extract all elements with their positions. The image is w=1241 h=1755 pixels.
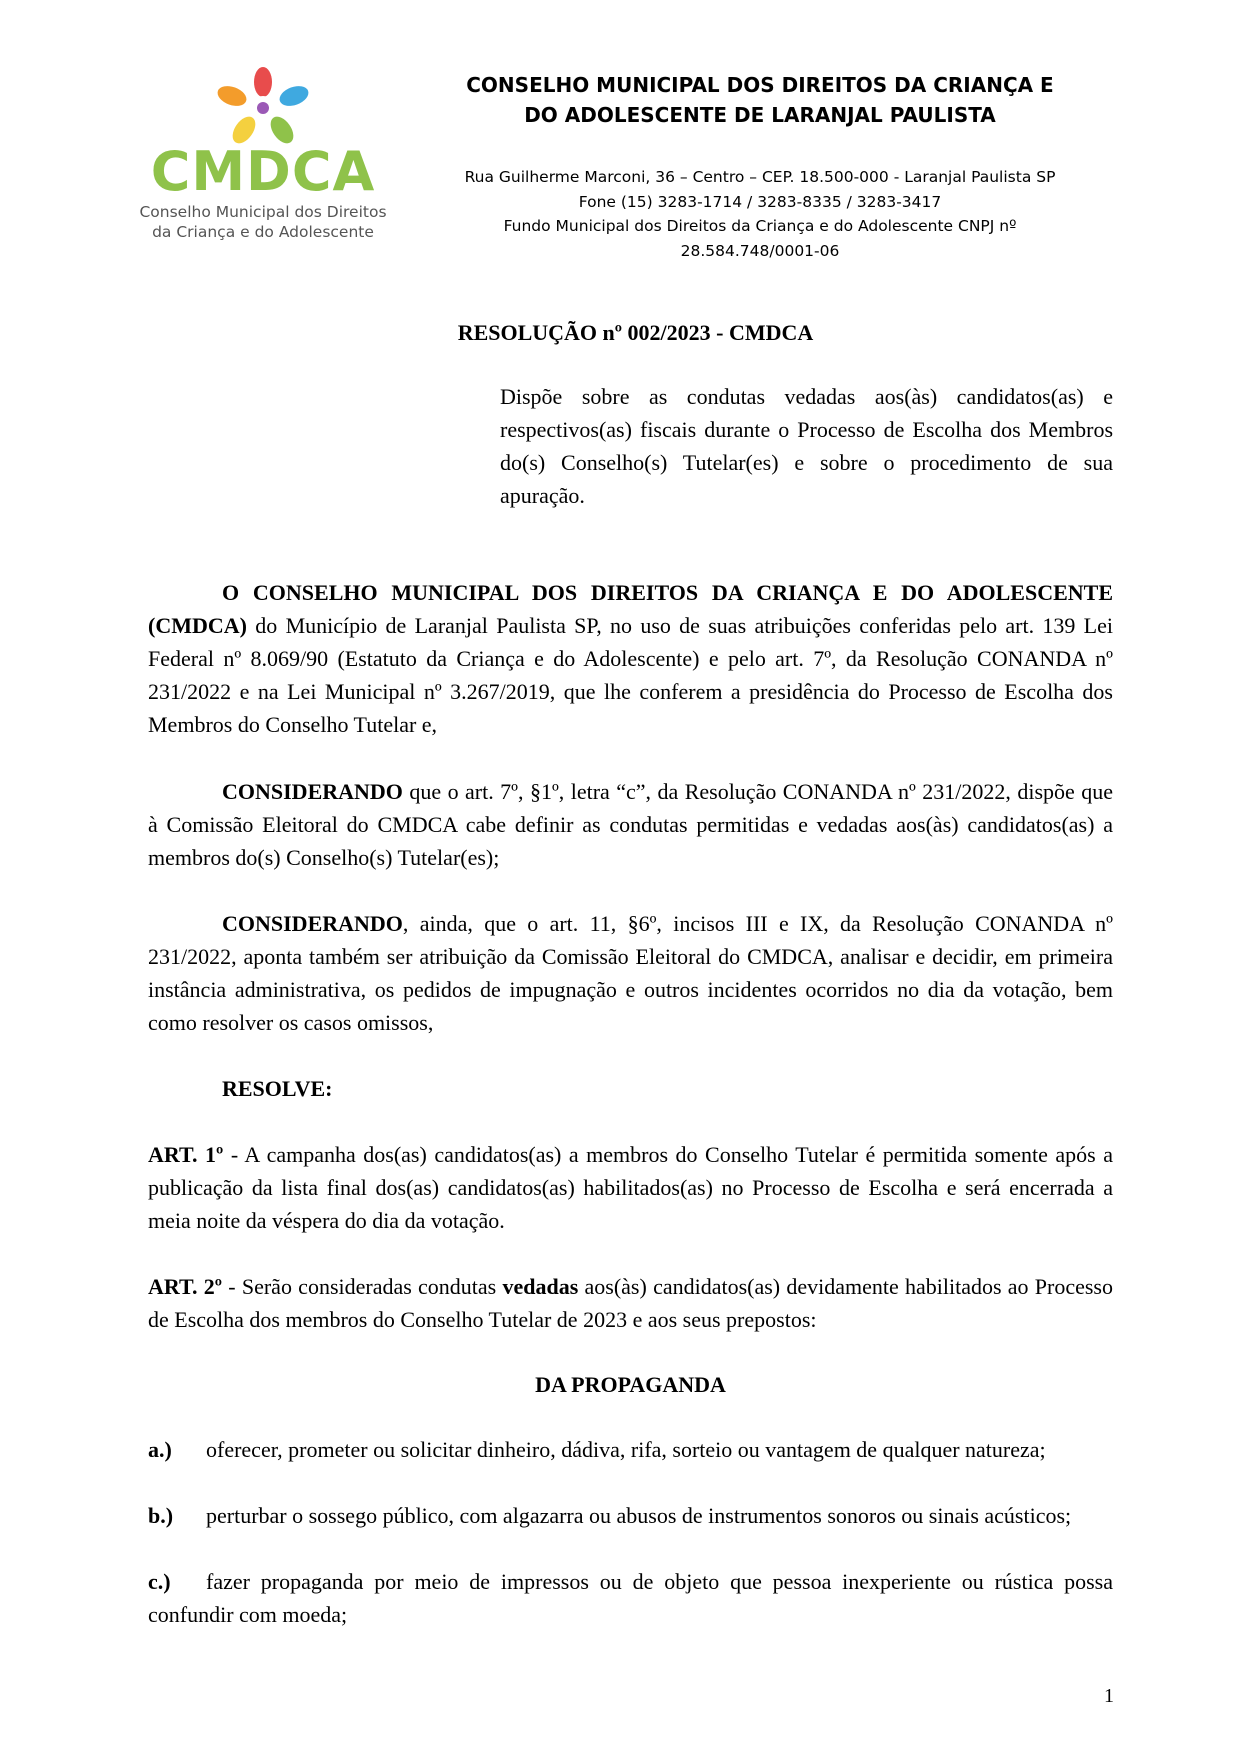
considerando-paragraph-1 <box>148 775 1113 874</box>
council-address <box>420 165 1100 263</box>
logo-subtitle-line2: da Criança e do Adolescente <box>152 223 374 241</box>
cmdca-logo <box>138 66 388 256</box>
address-line3: Fundo Municipal dos Direitos da Criança e do Adolescente CNPJ nº <box>503 217 1017 235</box>
section-title: DA PROPAGANDA <box>535 1372 726 1397</box>
resolve-heading: RESOLVE: <box>222 1076 333 1101</box>
address-line1: Rua Guilherme Marconi, 36 – Centro – CEP. 18.500-000 - Laranjal Paulista SP <box>464 168 1056 186</box>
preamble-text: do Município de Laranjal Paulista SP, no uso de suas atribuições conferidas pelo art. 139 Lei Federal nº 8.069/90 (Estatuto da Criança e do Adolescente) e pelo art. 7º, da Resolução CONANDA nº 231/2022 e na Lei Municipal nº 3.267/2019, que lhe conferem a presidência do Processo de Escolha dos Membros do Conselho Tutelar e, <box>148 613 1113 737</box>
considerando-2-text: , ainda, que o art. 11, §6º, incisos III e IX, da Resolução CONANDA nº 231/2022, aponta também ser atribuição da Comissão Eleitoral do CMDCA, analisar e decidir, em primeira instância administrativa, os pedidos de impugnação e outros incidentes ocorridos no dia da votação, bem como resolver os casos omissos, <box>148 911 1113 1035</box>
considerando-1-text: que o art. 7º, §1º, letra “c”, da Resolução CONANDA nº 231/2022, dispõe que à Comissão Eleitoral do CMDCA cabe definir as condutas permitidas e vedadas aos(às) candidatos(as) a membros do(s) Conselho(s) Tutelar(es); <box>148 779 1113 870</box>
article-1-label: ART. 1º <box>148 1142 224 1167</box>
item-text: perturbar o sossego público, com algazarra ou abusos de instrumentos sonoros ou sinais acústicos; <box>206 1503 1072 1528</box>
article-2 <box>148 1270 1113 1336</box>
address-line4: 28.584.748/0001-06 <box>680 241 840 260</box>
council-title-line1: CONSELHO MUNICIPAL DOS DIREITOS DA CRIANÇA E <box>466 73 1054 97</box>
logo-acronym: CMDCA <box>150 140 376 203</box>
item-label: c.) <box>148 1569 171 1594</box>
resolution-title: RESOLUÇÃO nº 002/2023 - CMDCA <box>457 320 814 345</box>
item-text: oferecer, prometer ou solicitar dinheiro, dádiva, rifa, sorteio ou vantagem de qualquer natureza; <box>206 1437 1046 1462</box>
considerando-2-bold: CONSIDERANDO <box>222 911 403 936</box>
item-label: a.) <box>148 1437 172 1462</box>
council-title <box>420 70 1100 130</box>
council-title-line2: DO ADOLESCENTE DE LARANJAL PAULISTA <box>524 103 996 127</box>
article-2-vedadas: vedadas <box>502 1274 579 1299</box>
preamble-bold: O CONSELHO MUNICIPAL DOS DIREITOS DA CRIANÇA E DO ADOLESCENTE (CMDCA) <box>148 580 1113 638</box>
page-number: 1 <box>1104 1685 1114 1707</box>
hands-star-icon <box>208 66 318 148</box>
article-2-text-after: aos(às) candidatos(as) devidamente habilitados ao Processo de Escolha dos membros do Conselho Tutelar de 2023 e aos seus prepostos: <box>148 1274 1113 1332</box>
list-item <box>148 1565 1113 1631</box>
article-2-text-before: - Serão consideradas condutas <box>222 1274 503 1299</box>
address-line2: Fone (15) 3283-1714 / 3283-8335 / 3283-3417 <box>578 192 942 211</box>
article-2-label: ART. 2º <box>148 1274 223 1299</box>
considerando-paragraph-2 <box>148 907 1113 1039</box>
list-item <box>148 1499 1113 1532</box>
preamble-paragraph <box>148 576 1113 741</box>
list-item <box>148 1433 1113 1466</box>
logo-subtitle-line1: Conselho Municipal dos Direitos <box>139 203 387 221</box>
article-1-text: - A campanha dos(as) candidatos(as) a membros do Conselho Tutelar é permitida somente após a publicação da lista final dos(as) candidatos(as) habilitados(as) no Processo de Escolha e será encerrada a meia noite da véspera do dia da votação. <box>148 1142 1113 1233</box>
item-text: fazer propaganda por meio de impressos ou de objeto que pessoa inexperiente ou rústica possa confundir com moeda; <box>148 1569 1113 1627</box>
resolution-ementa: Dispõe sobre as condutas vedadas aos(às) candidatos(as) e respectivos(as) fiscais durante o Processo de Escolha dos Membros do(s) Conselho(s) Tutelar(es) e sobre o procedimento de sua apuração. <box>500 384 1113 508</box>
article-1 <box>148 1138 1113 1237</box>
item-label: b.) <box>148 1503 174 1528</box>
considerando-1-bold: CONSIDERANDO <box>222 779 403 804</box>
